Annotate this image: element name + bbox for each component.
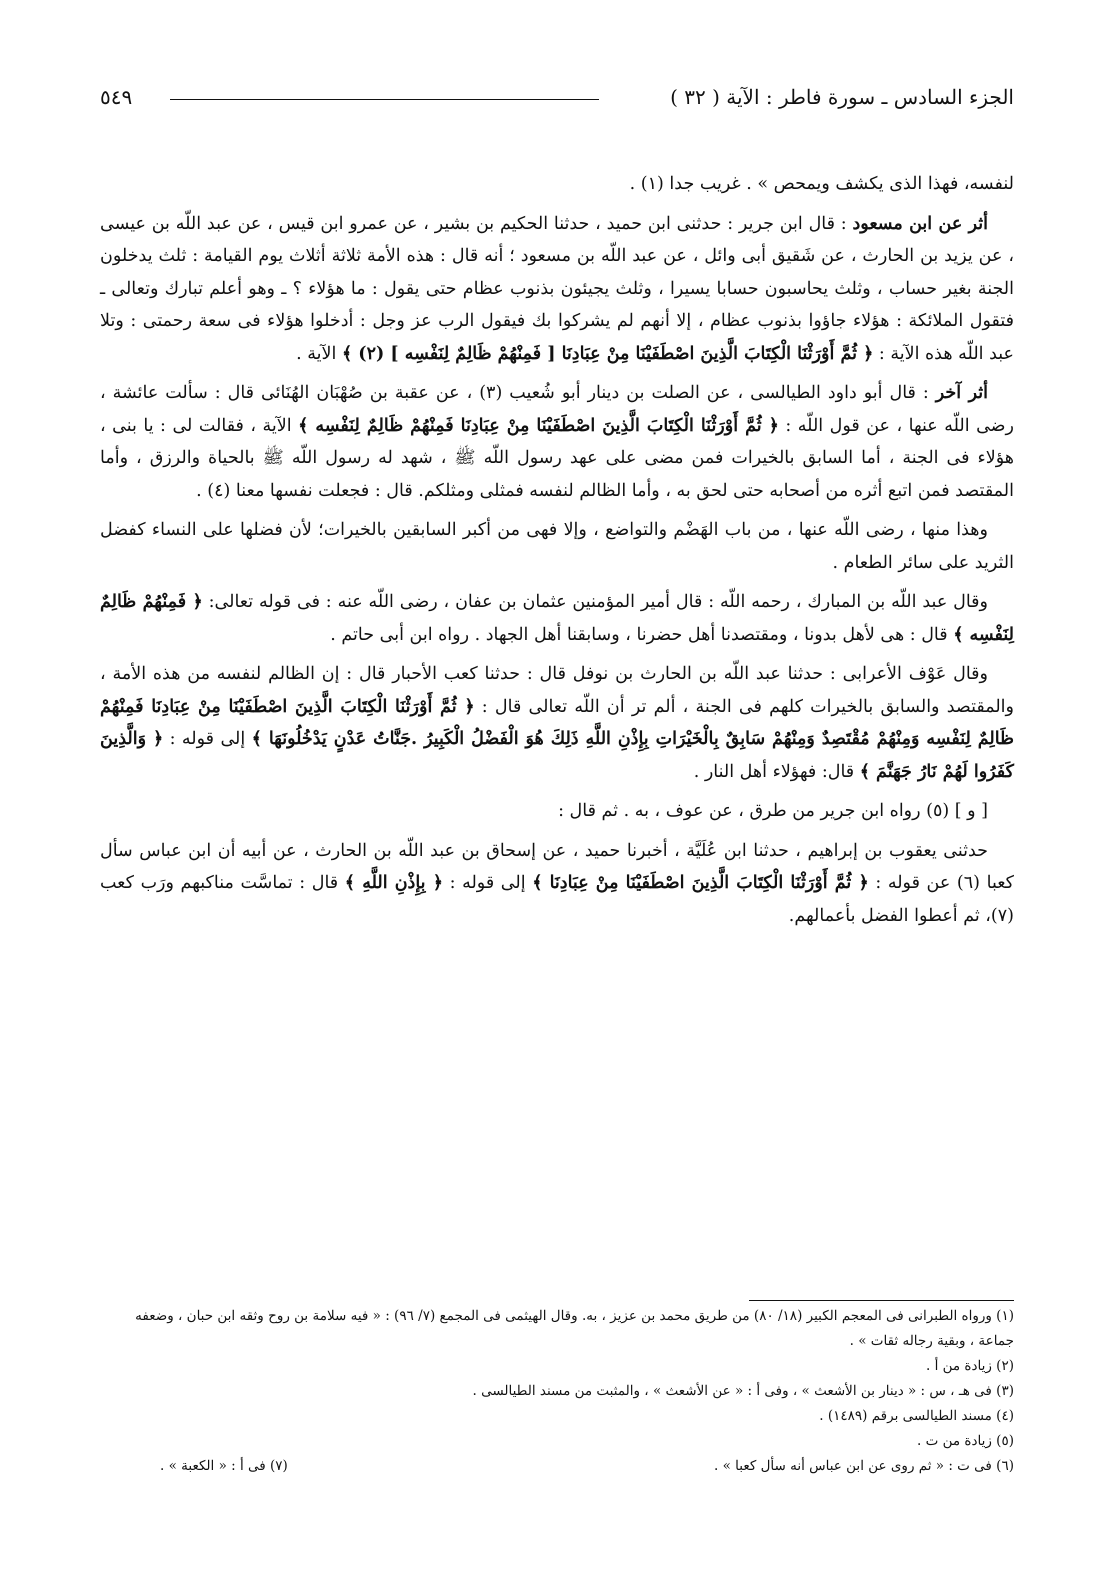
footnote-line-last <box>100 1454 1014 1479</box>
paragraph-text: إلى قوله : <box>163 729 252 749</box>
quran-verse: ﴿ ثُمَّ أَوْرَثْنَا الْكِتَابَ الَّذِينَ اصْطَفَيْنَا مِنْ عِبَادِنَا فَمِنْهُمْ ظَالِمٌ لِنَفْسِه ﴾ <box>298 415 779 436</box>
header-rule <box>170 99 599 100</box>
footnote-7: (٧) فى أ : « الكعبة » . <box>160 1458 288 1474</box>
section-heading: أثر عن ابن مسعود <box>852 213 988 234</box>
paragraph-text: قال: فهؤلاء أهل النار . <box>693 761 860 782</box>
main-text <box>100 168 1014 939</box>
paragraph-text: حدثنى يعقوب بن إبراهيم ، حدثنا ابن عُلَيَّة ، أخبرنا حميد ، عن إسحاق بن عبد اللّه بن الحارث ، عن أبيه أن ابن عباس سأل كعبا (٦) عن قوله : <box>100 840 1014 893</box>
footnotes <box>100 1304 1014 1479</box>
paragraph-text: وقال عَوْف الأعرابى : حدثنا عبد اللّه بن الحارث بن نوفل قال : حدثنا كعب الأحبار قال : إن الظالم لنفسه من هذه الأمة ، والمقتصد والسابق بالخيرات كلهم فى الجنة ، ألم تر أن اللّه تعالى قال : <box>100 664 1014 717</box>
quran-verse: ﴿ ثُمَّ أَوْرَثْنَا الْكِتَابَ الَّذِينَ اصْطَفَيْنَا مِنْ عِبَادِنَا [ فَمِنْهُمْ ظَالِمٌ لِنَفْسِه ] (٢) ﴾ <box>341 343 874 364</box>
paragraph-text: قال : هى لأهل بدونا ، ومقتصدنا أهل حضرنا ، وسابقنا أهل الجهاد . رواه ابن أبى حاتم . <box>330 624 954 645</box>
paragraph-text: وقال عبد اللّه بن المبارك ، رحمه اللّه : قال أمير المؤمنين عثمان بن عفان ، رضى اللّه عنه : فى قوله تعالى: <box>202 592 989 612</box>
paragraph-text: : قال أبو داود الطيالسى ، عن الصلت بن دينار أبو شُعيب (٣) ، عن عقبة بن صُهْبَان الهُنَائى قال : سألت عائشة ، رضى اللّه عنها ، عن قول اللّه : <box>100 383 1014 436</box>
page-number: ٥٤٩ <box>100 85 133 109</box>
footnote-3: (٣) فى هـ ، س : « دينار بن الأشعث » ، وفى أ : « عن الأشعث » ، والمثبت من مسند الطيالسى . <box>472 1383 1014 1399</box>
quran-verse: ﴿ بِإِذْنِ اللَّهِ ﴾ <box>344 873 443 893</box>
paragraph-7: [ و ] (٥) رواه ابن جرير من طرق ، عن عوف ، به . ثم قال : <box>558 801 988 821</box>
paragraph-text: الآية . <box>296 343 342 364</box>
footnote-5: (٥) زيادة من ت . <box>917 1433 1014 1449</box>
paragraph-5 <box>100 586 1014 651</box>
paragraph-text: : قال ابن جرير : حدثنى ابن حميد ، حدثنا الحكيم بن بشير ، عن عمرو ابن قيس ، عن عبد اللّه بن عيسى ، عن يزيد بن الحارث ، عن شَقيق أبى وائل ، عن عبد اللّه بن مسعود ؛ أنه قال : هذه الأمة ثلاثة أثلاث يوم القيامة : ثلث يدخلون الجنة بغير حساب ، وثلث يحاسبون حسابا يسيرا ، وثلث يجيئون بذنوب عظام حتى يقول : ما هؤلاء ؟ ـ وهو أعلم تبارك وتعالى ـ فتقول الملائكة : هؤلاء جاؤوا بذنوب عظام ، إلا أنهم لم يشركوا بك فيقول الرب عز وجل : أدخلوا هؤلاء فى سعة رحمتى : وتلا عبد اللّه هذه الآية : <box>100 213 1014 364</box>
paragraph-8 <box>100 835 1014 933</box>
paragraph-4: وهذا منها ، رضى اللّه عنها ، من باب الهَضْم والتواضع ، وإلا فهى من أكبر السابقين بالخيرات؛ لأن فضلها على النساء كفضل الثريد على سائر الطعام . <box>100 520 1014 573</box>
footnote-2: (٢) زيادة من أ . <box>925 1358 1014 1374</box>
section-heading: أثر آخر <box>935 383 989 403</box>
quran-verse: ﴿ ثُمَّ أَوْرَثْنَا الْكِتَابَ الَّذِينَ اصْطَفَيْنَا مِنْ عِبَادِنَا ﴾ <box>532 873 869 893</box>
paragraph-2 <box>100 208 1014 371</box>
quran-verse: ﴿ ثُمَّ أَوْرَثْنَا الْكِتَابَ الَّذِينَ اصْطَفَيْنَا مِنْ عِبَادِنَا فَمِنْهُمْ ظَالِمٌ لِنَفْسِه وَمِنْهُمْ مُقْتَصِدٌ وَمِنْهُمْ سَابِقٌ بِالْخَيْرَاتِ بِإِذْنِ اللَّهِ ذَلِكَ هُوَ الْفَضْلُ الْكَبِيرُ .جَنَّاتُ عَدْنٍ يَدْخُلُونَهَا ﴾ <box>100 696 1014 749</box>
footnote-rule <box>749 1300 1014 1301</box>
paragraph-text: إلى قوله : <box>442 873 533 893</box>
quran-verse: ﴿ وَالَّذِينَ كَفَرُوا لَهُمْ نَارُ جَهَنَّمَ ﴾ <box>100 729 1014 782</box>
running-title: الجزء السادس ـ سورة فاطر : الآية ( ٣٢ ) <box>670 85 1014 109</box>
quran-verse: ﴿ فَمِنْهُمْ ظَالِمٌ لِنَفْسِه ﴾ <box>100 592 1014 645</box>
footnote-6: (٦) فى ت : « ثم روى عن ابن عباس أنه سأل كعبا » . <box>714 1458 1014 1474</box>
paragraph-text: قال : تماسَّت مناكبهم ورَب كعب (٧)، ثم أعطوا الفضل بأعمالهم. <box>100 873 1014 926</box>
paragraph-6 <box>100 658 1014 788</box>
paragraph-3 <box>100 377 1014 507</box>
footnote-4: (٤) مسند الطيالسى برقم (١٤٨٩) . <box>819 1408 1014 1424</box>
page-header <box>100 82 1014 122</box>
paragraph-1: لنفسه، فهذا الذى يكشف ويمحص » . غريب جدا (١) . <box>629 174 1014 194</box>
paragraph-text: الآية ، فقالت لى : يا بنى ، هؤلاء فى الجنة ، أما السابق بالخيرات فمن مضى على عهد رسول اللّه ﷺ ، شهد له رسول اللّه ﷺ بالحياة والرزق ، وأما المقتصد فمن اتبع أثره من أصحابه حتى لحق به ، وأما الظالم لنفسه فمثلى ومثلكم. قال : فجعلت نفسها معنا (٤) . <box>100 415 1014 501</box>
footnote-1: (١) ورواه الطبرانى فى المعجم الكبير (١٨/ ٨٠) من طريق محمد بن عزيز ، به. وقال الهيثمى فى المجمع (٧/ ٩٦) : « فيه سلامة بن روح وثقه ابن حبان ، وضعفه جماعة ، وبقية رجاله ثقات » . <box>135 1308 1014 1349</box>
